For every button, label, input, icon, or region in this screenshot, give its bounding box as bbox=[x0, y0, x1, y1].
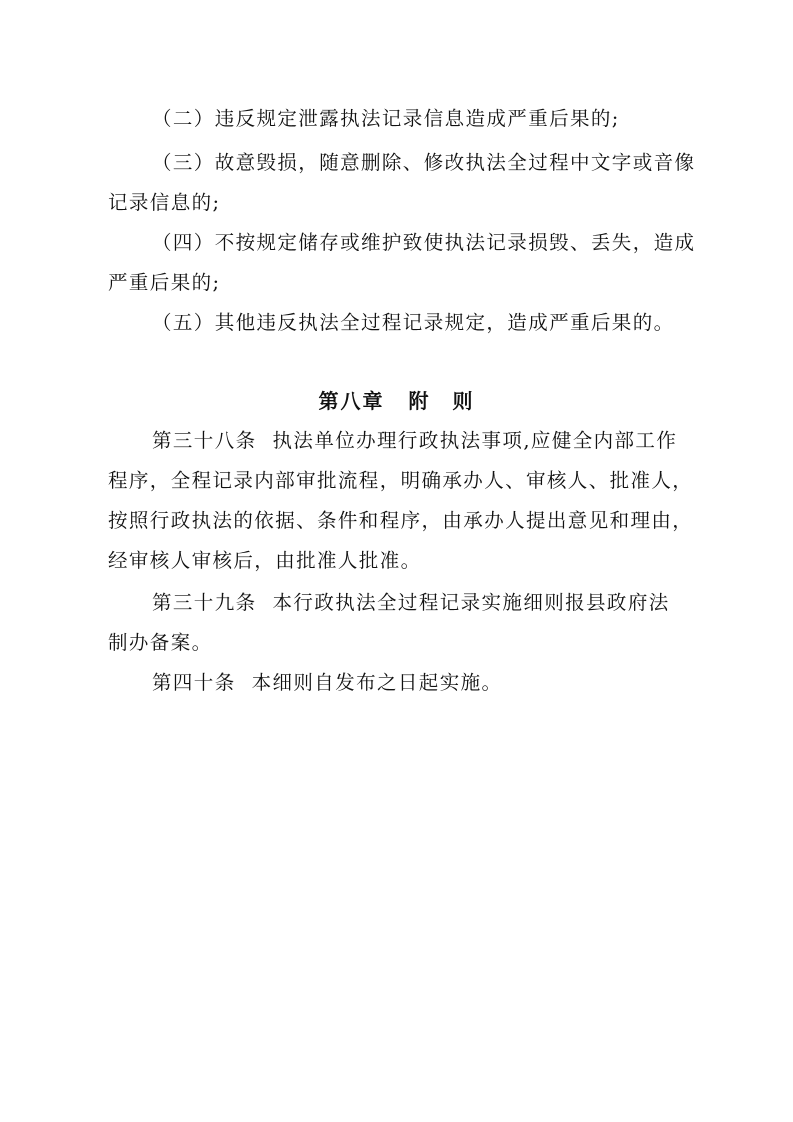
chapter-heading bbox=[0, 388, 793, 414]
article-38-line-3: 按照行政执法的依据、条件和程序，由承办人提出意见和理由， bbox=[108, 509, 694, 532]
article-38-line-1 bbox=[152, 428, 677, 454]
article-40-text-1: 本细则自发布之日起实施。 bbox=[251, 671, 503, 694]
article-39-line-2: 制办备案。 bbox=[108, 631, 213, 654]
chapter-number: 第八章 bbox=[318, 389, 385, 413]
chapter-title: 附 则 bbox=[408, 389, 475, 413]
article-40-label: 第四十条 bbox=[152, 671, 236, 694]
article-39-text-1: 本行政执法全过程记录实施细则报县政府法 bbox=[272, 591, 670, 614]
item-5: （五）其他违反执法全过程记录规定，造成严重后果的。 bbox=[152, 311, 675, 334]
article-39-label: 第三十九条 bbox=[152, 591, 257, 614]
item-3-line-1: （三）故意毁损，随意删除、修改执法全过程中文字或音像 bbox=[152, 151, 696, 174]
article-38-line-4: 经审核人审核后，由批准人批准。 bbox=[108, 549, 422, 572]
article-38-text-1: 执法单位办理行政执法事项,应健全内部工作 bbox=[272, 429, 678, 452]
article-39-line-1 bbox=[152, 590, 670, 616]
item-2: （二）违反规定泄露执法记录信息造成严重后果的; bbox=[152, 107, 620, 130]
article-40-line-1 bbox=[152, 670, 502, 696]
item-3-line-2: 记录信息的; bbox=[108, 191, 221, 214]
item-4-line-2: 严重后果的; bbox=[108, 271, 221, 294]
item-4-line-1: （四）不按规定储存或维护致使执法记录损毁、丢失，造成 bbox=[152, 231, 696, 254]
article-38-line-2: 程序，全程记录内部审批流程，明确承办人、审核人、批准人， bbox=[108, 469, 694, 492]
article-38-label: 第三十八条 bbox=[152, 429, 257, 452]
